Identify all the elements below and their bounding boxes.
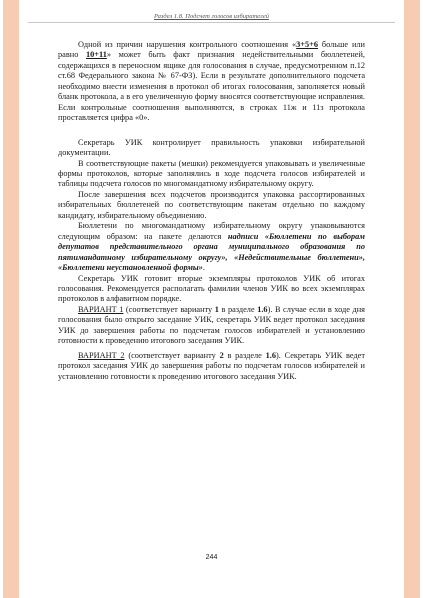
text-span: » может быть факт признания недействительными бюллетеней, содержащихся в переносном ящике для голосования в случае, предусмотренном п.12 ст.68 Федерального закона № 67-ФЗ). Если в результате дополнительного подсчета необходимо внести изменения в протокол об итогах голосования, заполняется новый бланк протокола, а в его увеличенную форму вносятся соответствующие исправления. Если контрольные соотношения выполняются, в строках 11ж и 11з протокола проставляется цифра «0». xyxy=(58,50,365,123)
variant-number: 1 xyxy=(214,304,219,314)
text-span: (соответствует варианту xyxy=(123,304,215,314)
left-margin-bar xyxy=(3,0,19,598)
paragraph-packages: В соответствующие пакеты (мешки) рекомендуется упаковывать и увеличенные формы протоколов, которые заполнялись в ходе подсчета голосов избирателей и таблицы подсчета голосов по многомандатному избирательному округу. xyxy=(58,158,365,189)
running-header: Раздел 1.8. Подсчет голосов избирателей xyxy=(153,13,270,20)
paragraph-control-ratio xyxy=(58,40,365,124)
text-span: в разделе xyxy=(223,350,266,360)
text-span: ). Секретарь УИК ведет протокол заседания УИК до завершения работы по подсчетам голосов избирателей и установлению готовности к проведению итогового заседания УИК. xyxy=(58,350,365,381)
text-span: (соответствует варианту xyxy=(124,350,220,360)
package-labels: надписи «Бюллетени по выборам депутатов представительного органа муниципального образования по пятимандатному избирательному округу», «Недействительные бюллетени», «Бюллетени неустановленной формы» xyxy=(58,231,365,273)
right-margin-bar xyxy=(404,0,420,598)
text-span: Бюллетени по многомандатному избирательному округу упаковываются следующим образом: на пакете делаются xyxy=(58,221,365,241)
text-span: в разделе xyxy=(218,304,258,314)
text-span: . xyxy=(202,263,205,273)
formula-10-11: 10+11 xyxy=(85,50,107,60)
formula-3-5-6: 3+5+6 xyxy=(296,40,318,49)
variant-1-label: ВАРИАНТ 1 xyxy=(78,304,124,314)
page-number: 244 xyxy=(205,554,218,561)
paragraph-second-copies: Секретарь УИК готовит вторые экземпляры протоколов УИК об итогах голосования. Рекомендуется располагать фамилии членов УИК во всех экземплярах протоколов в алфавитном порядке. xyxy=(58,273,365,304)
variant-2-label: ВАРИАНТ 2 xyxy=(78,350,125,360)
paragraph-variant-2 xyxy=(58,351,365,382)
header-divider xyxy=(28,22,395,23)
paragraph-packaging-labels xyxy=(58,221,365,273)
paragraph-variant-1 xyxy=(58,305,365,347)
text-span: больше или равно xyxy=(58,40,365,60)
section-ref: 1.6 xyxy=(257,304,268,314)
text-span: ). В случае если в ходе дня голосования было открыто заседание УИК, секретарь УИК ведет протокол заседания УИК до завершения работы по подсчетам голосов избирателей и установлению готовности к проведению итогового заседания УИК. xyxy=(58,304,365,346)
section-ref: 1.6 xyxy=(265,350,276,360)
page-body xyxy=(58,40,365,382)
variant-number: 2 xyxy=(219,350,224,360)
paragraph-after-counting: После завершения всех подсчетов производится упаковка рассортированных избирательных бюллетеней по соответствующим пакетам отдельно по каждому кандидату, избирательному объединению. xyxy=(58,189,365,220)
text-span: Одной из причин нарушения контрольного соотношения « xyxy=(78,40,297,49)
paragraph-secretary-control: Секретарь УИК контролирует правильность упаковки избирательной документации. xyxy=(58,137,365,158)
